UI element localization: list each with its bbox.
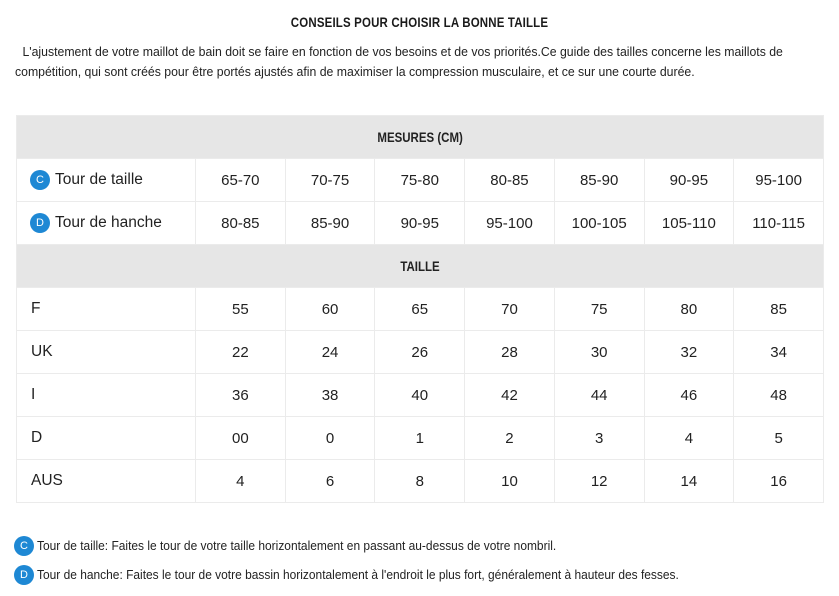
row-label: AUS xyxy=(17,460,196,503)
intro-paragraph xyxy=(15,42,825,81)
table-cell: 80-85 xyxy=(465,159,555,202)
table-row-aus xyxy=(17,460,824,503)
page-title: CONSEILS POUR CHOISIR LA BONNE TAILLE xyxy=(290,14,549,30)
table-row-d xyxy=(17,417,824,460)
table-cell: 70 xyxy=(465,288,555,331)
table-cell: 4 xyxy=(196,460,286,503)
table-cell: 90-95 xyxy=(375,202,465,245)
table-cell: 12 xyxy=(554,460,644,503)
table-cell: 16 xyxy=(734,460,824,503)
table-cell: 75 xyxy=(554,288,644,331)
note-tour-de-taille xyxy=(14,535,735,555)
note-text: Tour de hanche: Faites le tour de votre bassin horizontalement à l'endroit le plus fort, généralement à hauteur des fesses. xyxy=(37,566,679,582)
table-cell: 5 xyxy=(734,417,824,460)
row-label: Tour de taille xyxy=(55,171,143,189)
sizes-header-label: TAILLE xyxy=(400,258,440,274)
table-cell: 48 xyxy=(734,374,824,417)
d-badge-icon: D xyxy=(30,213,50,233)
table-cell: 26 xyxy=(375,331,465,374)
table-cell: 40 xyxy=(375,374,465,417)
table-cell: 80 xyxy=(644,288,734,331)
table-row-tour-de-taille xyxy=(17,159,824,202)
table-cell: 44 xyxy=(554,374,644,417)
table-row-uk xyxy=(17,331,824,374)
table-cell: 90-95 xyxy=(644,159,734,202)
table-row-i xyxy=(17,374,824,417)
c-badge-icon: C xyxy=(14,536,34,556)
table-cell: 6 xyxy=(285,460,375,503)
intro-text: L'ajustement de votre maillot de bain doit se faire en fonction de vos besoins et de vos priorités.Ce guide des tailles concerne les maillots de compétition, qui sont créés pour être portés ajustés afin de maximiser la compression musculaire, et ce sur une courte durée. xyxy=(15,44,783,79)
sizes-section-header xyxy=(17,245,824,288)
table-cell: 00 xyxy=(196,417,286,460)
table-cell: 75-80 xyxy=(375,159,465,202)
d-badge-icon: D xyxy=(14,565,34,585)
table-cell: 46 xyxy=(644,374,734,417)
table-cell: 34 xyxy=(734,331,824,374)
table-cell: 65 xyxy=(375,288,465,331)
table-cell: 28 xyxy=(465,331,555,374)
measures-header-label: MESURES (CM) xyxy=(377,129,463,145)
table-cell: 10 xyxy=(465,460,555,503)
table-cell: 8 xyxy=(375,460,465,503)
table-cell: 85-90 xyxy=(285,202,375,245)
table-cell: 80-85 xyxy=(196,202,286,245)
table-cell: 0 xyxy=(285,417,375,460)
row-label: D xyxy=(17,417,196,460)
table-cell: 2 xyxy=(465,417,555,460)
table-cell: 70-75 xyxy=(285,159,375,202)
note-tour-de-hanche xyxy=(14,564,735,584)
table-row-f xyxy=(17,288,824,331)
table-row-tour-de-hanche xyxy=(17,202,824,245)
table-cell: 32 xyxy=(644,331,734,374)
table-cell: 55 xyxy=(196,288,286,331)
table-cell: 42 xyxy=(465,374,555,417)
table-cell: 1 xyxy=(375,417,465,460)
table-cell: 95-100 xyxy=(465,202,555,245)
table-cell: 60 xyxy=(285,288,375,331)
note-text: Tour de taille: Faites le tour de votre taille horizontalement en passant au-dessus de votre nombril. xyxy=(37,537,557,553)
table-cell: 95-100 xyxy=(734,159,824,202)
row-label: I xyxy=(17,374,196,417)
table-cell: 24 xyxy=(285,331,375,374)
row-label: UK xyxy=(17,331,196,374)
table-cell: 38 xyxy=(285,374,375,417)
row-label: Tour de hanche xyxy=(55,214,162,232)
c-badge-icon: C xyxy=(30,170,50,190)
measurement-notes xyxy=(14,535,735,593)
table-cell: 110-115 xyxy=(734,202,824,245)
measures-section-header xyxy=(17,116,824,159)
table-cell: 14 xyxy=(644,460,734,503)
row-label: F xyxy=(17,288,196,331)
table-cell: 4 xyxy=(644,417,734,460)
table-cell: 36 xyxy=(196,374,286,417)
table-cell: 85 xyxy=(734,288,824,331)
table-cell: 30 xyxy=(554,331,644,374)
table-cell: 65-70 xyxy=(196,159,286,202)
size-chart-table xyxy=(16,115,824,503)
table-cell: 85-90 xyxy=(554,159,644,202)
table-cell: 3 xyxy=(554,417,644,460)
table-cell: 22 xyxy=(196,331,286,374)
table-cell: 105-110 xyxy=(644,202,734,245)
table-cell: 100-105 xyxy=(554,202,644,245)
